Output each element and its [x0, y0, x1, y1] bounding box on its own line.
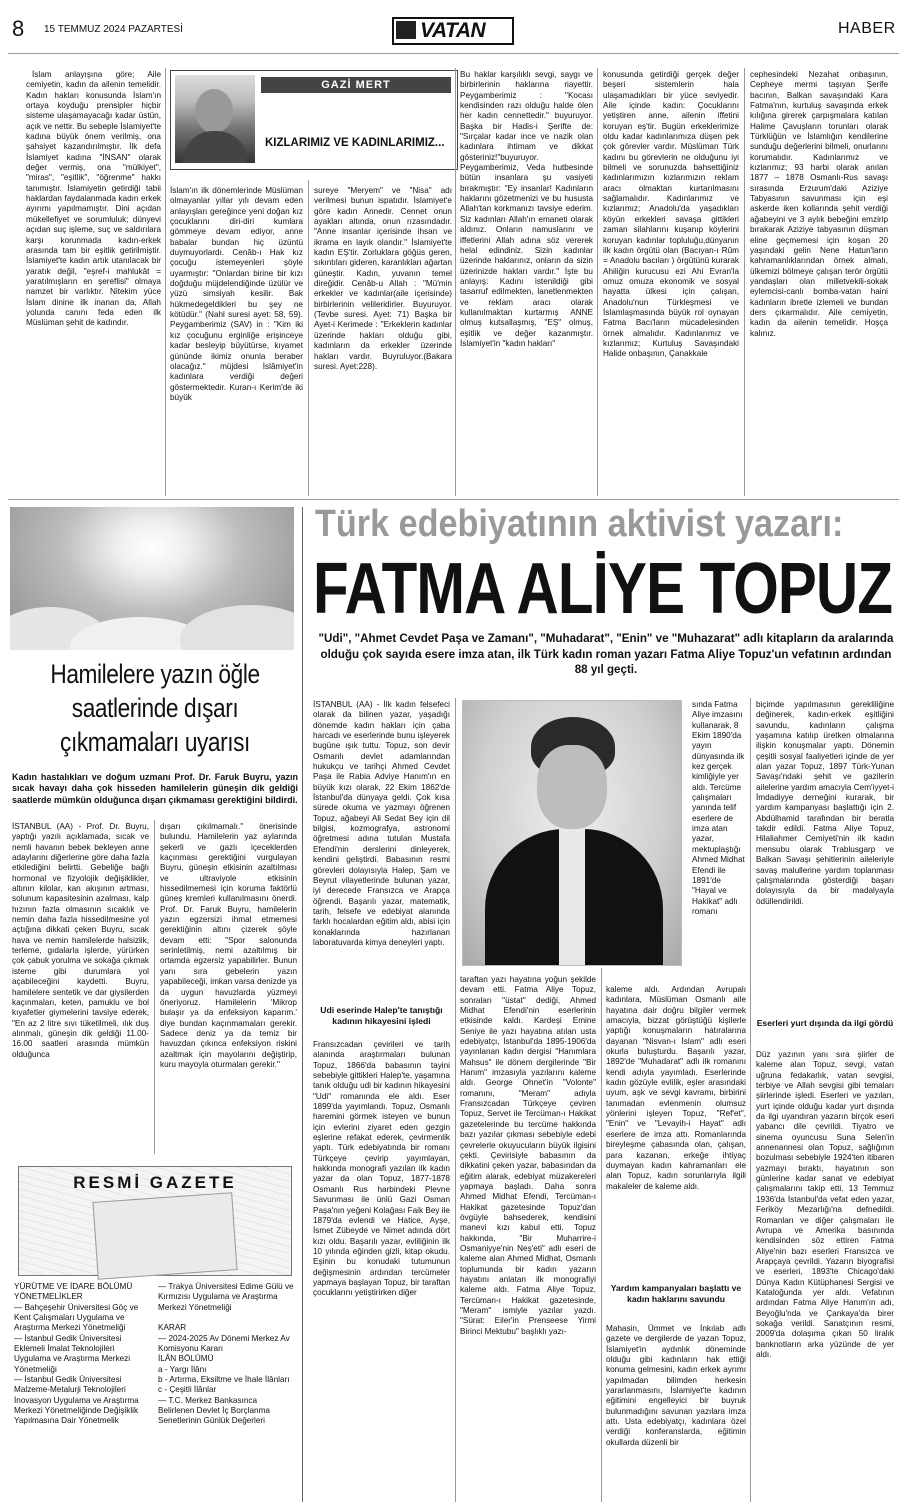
- main-col-4b: Düz yazının yanı sıra şiirler de kaleme alan Topuz, sevgi, vatan uğruna fedakarlık, vatan sevgisi, terbiye ve Allah sevgisi gibi temaları şiirlerinde işledi. Eserleri ve yazıları, yurt içinde olduğu kadar yurt dışında da ilgi uyandıran yazarın birçok eseri yabancı dile çevrildi. Tiyatro ve sinema oyuncusu Suna Selen'in annenannesi olan Topuz, sağlığının bozulması sebebiyle 1924'ten itibaren yazmayı bıraktı, hayatının son günlerine kadar sanat ve edebiyat çalışmalarını takip etti. 13 Temmuz 1936'da İstanbul'da vefat eden yazar, Feriköy Mezarlığı'na defnedildi. Romanları ve diğer çalışmaları ile Avrupa ve Amerika basınında kendisinden söz ettiren Fatma Aliye'nin bazı eserleri Fransızca ve Arapçaya çevrildi. Yazarın biyografisi ve eserleri, 1893'te Chicago'daki Dünya Kadın Kütüphanesi Sergisi ve Kataloğunda yer aldı. Vefatının ardından Fatma Aliye Hanım'ın adı, Beyoğlu'nda ve Çankaya'da birer sokağa verildi. Sanatçının resmi, 2009'da dolaşıma çıkan 50 liralık banknotların arka yüzünde de yer aldı.: [756, 1050, 894, 1359]
- issue-date: 15 TEMMUZ 2024 PAZARTESİ: [44, 24, 183, 35]
- resmi-gazete-banner: [18, 1166, 292, 1276]
- portrait-photo: [462, 700, 682, 966]
- heat-col-1: İSTANBUL (AA) - Prof. Dr. Buyru, yaptığı yazılı açıklamada, sıcak ve nemli havanın bebek bekleyen anne adaylarını diğerlerine göre daha fazla etkilediğini belirtti. Gebeliğe bağlı hormonal ve fizyolojik değişiklikler, altının kilolar, kan akışının artması, solunum kapasitesinin azalması, kalp hızının fazla olmasının sıcaklık ve nemin daha fazla hissedilmesine yol açtığına dikkati çeken Buyru, sıcak hava ve nemin hamilelerde halsizlik, terleme, gıdalarla işlerde, yürürken çok çabuk yorulma ve sokağa çıkmak isteme gibi durumlara yol açabileceğini kaydetti. Buyru, hamilelere sentetik ve dar giysilerden kaçınmaları, keten, pamuklu ve bol kıyafetler giymelerini tavsiye ederek, "En az 2 litre sıvı tüketilmeli, ılık duş alınmalı, güneşin dik geldiği 11.00-16.00 saatleri arasında mümkün olduğunca: [12, 822, 149, 1059]
- main-col-2: taraftan yazı hayatına yoğun şekilde devam etti. Fatma Aliye Topuz, sonraları "üstat" dediği, Ahmed Midhat Efendi'nin eserlerinin etkisinde kaldı. Kardeşi Emine Seniye ile yazı hayatına atılan usta edebiyatçı, İstanbul'da 1895-1906'da yayınlanan kadın dergisi "Hanımlara Mahsus" ile dönem dergilerinde "Bir Hanım" imzasıyla yazılarını kaleme aldı. George Ohnet'in "Volonte" romanını, "Meram" adıyla Fransızcadan Türkçeye çeviren Topuz, Servet ile Tercüman-ı Hakikat gazetelerinde bu tercüme hakkında bazı yazılar çıkması sebebiyle edebi çevrelerle okuyucuların büyük ilgisini çekti. Çevirisiyle babasının da dikkatini çeken yazar, babasından da eğitim alarak, edebiyat müzakereleri yapmaya başladı. Daha sonra Ahmed Midhat Efendi, Tercüman-ı Hakikat gazetesinde Topuz'dan övgüyle bahsederek, kendisini manevi kızı kabul etti. Topuz hakkında, "Bir Muharrire-i Osmaniyye'nin Neş'eti" adlı eseri de kaleme alan Ahmed Midhat, Osmanlı toplumunda bir kadın yazarın hayatını anlatan ilk monografiyi kaleme aldı. Fatma Aliye Topuz, Tercüman-ı Hakikat gazetesinde, "Meram" ismiyle yazılar yazdı. "Sürat: Eiler'in Prenseese Yirmi Birinci Mektubu" başlıklı yazı-: [460, 975, 596, 1336]
- heat-headline: Hamilelere yazın öğle saatlerinde dışarı çıkmamaları uyarısı: [50, 659, 260, 757]
- logo-text: VATAN: [420, 19, 486, 42]
- subhead-yardim: Yardım kampanyaları başlattı ve kadın haklarını savundu: [610, 1283, 742, 1304]
- column-title: KIZLARIMIZ VE KADINLARIMIZ...: [265, 137, 445, 149]
- opinion-col-2: İslam'ın ilk dönemlerinde Müslüman olmayanlar yıllar yılı devam eden anlayışları gereğince yeni doğan kız çocuklarını diri-diri kumlara gömmeye devam ediyor, anne babalar bundan hiç üzüntü duymuyorlardı. Cenâb-ı Hak kız çocuğu istemeyenleri şöyle uyarmıştır: "Onlardan birine bir kızı doğduğu müjdelendiğinde üzülür ve yüzü simsiyah kesilir. Bak hükmedegeldikleri bu şey ne kötüdür." (Nahl suresi ayet: 58, 59). Peygamberimiz (SAV) in : "Kim iki kız çocuğunu erginliğe erişinceye kadar besleyip büyütürse, kıyamet gününde ikimiz onunla beraber olacağız." müjdesi İslâmiyet'in kadınlara verdiği değeri göstermektedir. Kuran-ı Kerim'de iki büyük: [170, 186, 303, 402]
- subhead-yurt-disi: Eserleri yurt dışında da ilgi gördü: [756, 1018, 894, 1028]
- subhead-udi: Udi eserinde Halep'te tanıştığı kadının hikayesini işledi: [320, 1005, 443, 1026]
- main-headline: FATMA ALİYE TOPUZ: [313, 549, 893, 629]
- section-name: HABER: [838, 20, 896, 37]
- resmi-gazete-col-2: — Trakya Üniversitesi Edime Gülü ve Kırmızısı Uygulama ve Araştırma Merkezi Yönetmeliği KARAR — 2024-2025 Av Dönemi Merkez Av Komisyonu Kararı İLÂN BÖLÜMÜ a - Yargı İlânı b - Artırma, Eksiltme ve İhale İlânları c - Çeşitli İlânlar — T.C. Merkez Bankasınca Belirlenen Devlet İç Borçlanma Senetlerinin Günlük Değerleri: [158, 1282, 294, 1426]
- main-col-1b: Fransızcadan çevirileri ve tarih alanında araştırmaları bulunan Topuz, 1866'da babasının tayini sebebiyle gittikleri Halep'te, yaşamına tanık olduğu udi bir kadının hikayesini "Udi" romanında ele aldı. Eser 1899'da yayımlandı. Topuz, Osmanlı haremini görmek isteyen ve bunun için evlerini ziyaret eden gezgin eşlerine refakat ederek, çevirmenlik yaptı. Türk edebiyatında bir romanı Türkçeye çevirip yayımlayan, hakkında monografi yazılan ilk kadın yazar da olan Topuz, 1877-1878 Osmanlı Rus harbindeki Plevne Savunması ile ünlü Gazi Osman Paşa'nın yeğeni Kolağası Faik Bey ile 1879'da evlendi ve Hatice, Ayşe, İsmet Zübeyde ve Nimet adında dört kızı oldu. Başarılı yazar, evliliğinin ilk 10 yılında eğinden gizli, kitap okudu. Eşinin bu konudaki tutumunun değişmesinin ardından tercümeler yapmaya başlayan Topuz, bir taraftan çocuklarını yetiştirirken diğer: [313, 1040, 450, 1298]
- page-number: 8: [12, 16, 25, 41]
- author-photo: [175, 75, 255, 163]
- opinion-col-6: cephesindeki Nezahat onbaşının, Cepheye mermi taşıyan Şerife bacının, Balkan savaşındaki Kara Fatma'nın, kurtuluş savaşında erkek kılığına girerek çarpışmalara katılan Halime Çavuşların torunları olarak Türklüğün ve İslamlığın kendilerine sunduğu değerlerini bilmeli, onurlarını korumalıdır. Kadınlarımız ve kızlarımız; 93 harbi olarak anılan 1877 – 1878 Osmanlı-Rus savaşı sırasında Erzurum'daki Aziziye Tabyasının savunması için eşi askerde iken kollarında şehit verdiği ağabeyini ve 3 aylık bebeğini emzirip bırakarak Aziziye tabyasının düşman eline geçmemesi için koşan 20 yaşındaki gelin Nene Hatun'ların kahramanlıklarından örnek almalı, ülkemizi bölmeye çalışan terör örgütü yandaşları olan milletvekili-sokak eylemcisi-canlı bomba-vatan haini kadınların ibretle izlemeli ve bundan ders çıkarmalıdır. Aile cemiyetin, kadın da ailenin temelidir. Hoşça kalınız.: [750, 70, 888, 338]
- main-col-1: İSTANBUL (AA) - İlk kadın felsefeci olarak da bilinen yazar, yaşadığı dönemde kadın hakları için çaba harcadı ve eserlerinde bunu işleyerek bugüne ışık tuttu. Topuz, son devir Osmanlı devlet adamlarından hukukçu ve tarihçi Ahmed Cevdet Paşa ile Rabia Adviye Hanım'ın en büyük kızı olarak, 22 Ekim 1862'de İstanbul'da dünyaya geldi. Çok kısa sürede okuma ve yazmayı öğrenen Topuz, ağabeyi Ali Sedat Bey için dil bilgisi, kozmografya, astronomi öğretmesi adına tutulan Mustafa Efendi'nin derslerini dinleyerek, kendini geliştirdi. Babasının resmi görevleri dolayısıyla Halep, Şam ve Beyrut vilayetlerinde bulunan yazar, iyi derecede Fransızca ve Arapça öğrendi. Başarılı yazar, matematik, tarih, felsefe ve edebiyat alanında farklı hocalardan eğitim aldı, abisi için konaklarında hazırlanan laboratuvarda kimya deneyleri yaptı.: [313, 700, 450, 947]
- heat-col-2: dışarı çıkılmamalı." önerisinde bulundu. Hamilelerin yaz aylarında şekerli ve gazlı içeceklerden kaçınması gerektiğini vurgulayan Buyru, güneşin etkisinin azaltılması ve ultraviyole etkisinin hissedilmemesi için koruma faktörlü güneş kremleri kullanılmasını önerdi. Prof. Dr. Faruk Buyru, hamilelerin yazın egzersizi ihmal etmemesi gerektiğinin altını çizerek şöyle devam etti: "Spor salonunda serinletilmiş, nemi azaltılmış bir ortamda egzersiz yapabilirler. Bunun yanı sıra gebelerin yazın yapabileceği, imkan varsa denizde ya da uygun havuzlarda yüzmeyi öneriyoruz. Hamilelerin 'Mikrop bulaşır ya da enfeksiyon kaparım.' diye bundan kaçınmamaları gerekir. Sadece deniz ya da temiz bir havuzdan çıkınca enfeksiyon riskini azaltmak için mayolarını değiştirip, kuru mayoyla oturmaları gerekir.": [160, 822, 297, 1069]
- sky-photo: [10, 507, 294, 650]
- main-col-4: biçimde yapılmasının gerekliliğine değinerek, kadın-erkek eşitliğini savundu, kadınların çalışma yaşamına katılıp üretken olmalarına ilişkin konuşmalar yaptı. Dönemin çeşitli sosyal faaliyetleri içinde de yer alan yazar Topuz, 1897 Türk-Yunan Savaşı'ndaki şehit ve gazilerin ailelerine yardım amacıyla Cem'iyyet-i İmdadiyye derneğini kurarak, bir yardım kampanyası başlattığı için 2. Abdülhamid tarafından bir beratla takdir edildi. Fatma Aliye Topuz, Hilaliahmer Cemiyeti'nin ilk kadın mensubu olarak Trablusgarp ve Balkan Savaşı şehitlerinin aileleriyle savaş malullerine yardım toplanması çalışmalarında gösterdiği başarı dolayısıyla da bir madalyayla ödüllendirildi.: [756, 700, 894, 906]
- resmi-gazete-box: [10, 1164, 298, 1502]
- newspaper-logo: [392, 17, 514, 45]
- opinion-col-1: İslam anlayışına göre; Aile cemiyetin, kadın da ailenin temelidir. Kadın hakları konusunda İslam'ın ortaya koyduğu prensipler hiçbir sisteme ulaşamayacağı kadar üstün, açık ve nettir. Bu sebeple İslamiyet'te kadına büyük önem verilmiş, ona şahsiyet kazandırılmıştır. İlk defa İslamiyet kadına "İNSAN" olarak değer vermiş, ona "mülkiyet", "miras", "eşitlik", "öğrenme" hakkı tanımıştır. İslamiyetin getirdiği tabii haklardan faydalanmada kadın erkek ayırımı yapılmamıştır. Dini açıdan mükellefiyet ve sorumluluk; dünyevi açıdan suç işleme, suç ve saldırılara karşı korunmada kadın-erkek arasında tam bir eşitlik getirilmiştir. İslamiyet'te kadın artık utanılacak bir yaratık değil, "eşref-i mahlukât = yaratılmışların en şereflisi" olmaya namzet bir varlıktır. Nitekim yüce İslam dinine ilk inanan da, Allah yolunda canını feda eden ilk Müslüman şehit de kadındır.: [26, 70, 161, 328]
- logo-emblem-icon: [396, 21, 416, 39]
- author-name: GAZİ MERT: [321, 79, 391, 91]
- opinion-col-4: Bu haklar karşılıklı sevgi, saygı ve birbirlerinin haklarına riayettir. Peygamberimiz : "Kocası kendisinden razı olduğu halde ölen her kadın cennettedir." buyuruyor. Başka bir Hadis-i Şerifte de: "Sırçalar kadar ince ve nazik olan kadınlara ihtimam ve dikkat gösteriniz!"buyuruyor. Peygamberimiz, Veda hutbesinde bütün insanlara şu vasiyeti bırakmıştır: "Ey insanlar! Kadınların haklarını gözetmenizi ve bu hususta Allah'tan korkmanızı tavsiye ederim. Siz kadınları Allah'ın emaneti olarak aldınız. Onların namuslarını ve iffetlerini Allah adına söz vererek helal edindiniz. Sizin kadınlar üzerinde haklarınız, onların da sizin üzerinizde hakları vardır." İşte bu anlayış: Kadını istenildiği gibi tasarruf edilmekten, lanetlenmekten ve reklam aracı olarak kullanılmaktan kurtarmış ANNE olmuş kutsallaşmış, "EŞ" olmuş, eşitlik ve değer kazanmıştır. İslamiyet'in "kadın hakları": [460, 70, 593, 348]
- main-deck: "Udi", "Ahmet Cevdet Paşa ve Zamanı", "Muhadarat", "Enin" ve "Muhazarat" adlı kitapların da aralarında olduğu çok sayıda esere imza atan, ilk Türk kadın roman yazarı Fatma Aliye Topuz'un vefatının ardından 88 yıl geçti.: [318, 632, 894, 676]
- main-col-2-top: sında Fatma Aliye imzasını kullanarak, 8 Ekim 1890'da yayın dünyasında ilk kez gerçek kimliğiyle yer aldı. Tercüme çalışmaları yanında telif eserlere de imza atan yazar, mektuplaştığı Ahmed Midhat Efendi ile 1891'de "Hayal ve Hakikat" adlı romanı: [692, 700, 745, 916]
- main-col-3-mid: kaleme aldı. Ardından Avrupalı kadınlara, Müslüman Osmanlı aile hayatına dair doğru bilgiler vermek amacıyla, bizzat görüştüğü kişilerle yaptığı konuşmaların hatıralarına dayanan "Nisvan-ı İslam" adlı eseri okurla buluşturdu. Başarılı yazar, 1892'de "Muhadarat" adlı ilk romanını kendi adıyla yayımladı. Eserlerinde kadın gözüyle evlilik, eşler arasındaki uyum, aşk ve sevgi kavramı, birbirini tanımadan evlenmenin olumsuz yönlerini işleyen Topuz, "Ref'et", "Enin" ve "Levayih-i Hayat" adlı eserlere de imza attı. Romanlarında bireyleşme çabasında olan, çalışan, para kazanan, erkeğe ihtiyaç duymayan kadın kahramanları ele alan Topuz, kadın sorunlarıyla ilgili makaleler de kaleme aldı.: [606, 985, 746, 1191]
- main-col-3b: Mahasin, Ümmet ve İnkılab adlı gazete ve dergilerde de yazan Topuz, İslamiyet'in aydınlık döneminde olduğu gibi kadınların hak ettiği konuma gelmesini, kadın erkek ayrımı yapılmadan bilimden herkesin yararlanmasını, İslamiyet'te kadının eğitimini engelleyici bir buyruk bulunmadığını savunan yazılara imza attı. Usta edebiyatçı, kadınlara özel verdiği konferanslarda, eğitimin okullarda düzenli bir: [606, 1324, 746, 1447]
- heat-lead: Kadın hastalıkları ve doğum uzmanı Prof. Dr. Faruk Buyru, yazın sıcak havayı daha çok hisseden hamilelerin güneşin dik geldiği saatlerde mümkün olduğunca dışarı çıkmaması gerektiğini bildirdi.: [12, 772, 298, 805]
- author-box: [170, 70, 458, 170]
- main-kicker: Türk edebiyatının aktivist yazarı:: [315, 503, 844, 545]
- resmi-gazete-title: RESMİ GAZETE: [73, 1173, 237, 1192]
- opinion-col-5: konusunda getirdiği gerçek değer beşeri sistemlerin hala ulaşamadıkları bir yüce seviyedir. Aile içinde kadın: Çocuklarını yetiştiren anne, ailenin iffetini koruyan eş'tir. Bugün erkeklerimize oldu kadar kadınlarımıza düşen pek çok görevler vardır. Müslüman Türk kadını bu görevlerin ne olduğunu iyi bilmeli ve sorunuzda bahsettiğiniz kadınlarımızın kızlarımızın reklam aracı olmaktan kurtarılmasını sağlamalıdır. Kadınlarımız ve kızlarımız; Anadolu'da yaşadıkları köyün erkekleri savaşa gittikleri zaman silahlarını kuşanıp köylerini koruyan kadınlar topluluğu,dünyanın ilk kadın örgütü olan (Bacıyan-ı Rûm = Anadolu bacıları ) örgütünü kurarak Ahiliğin kurucusu ezi Ahi Evran'la omuz omuza ekonomik ve sosyal hayatta ülkesi için çalışan, Anadolu'nun Türkleşmesi ve İslamlaşmasında büyük rol oynayan Fatma Bacı'ların mücadelesinden örnek almalıdır. Kadınlarımız ve kızlarımız; Kurtuluş Savaşındaki Halide onbaşının, Çanakkale: [603, 70, 739, 359]
- newspaper-clipping-icon: [92, 1192, 237, 1280]
- page-header: [0, 0, 907, 60]
- resmi-gazete-col-1: YÜRÜTME VE İDARE BÖLÜMÜ YÖNETMELİKLER — Bahçeşehir Üniversitesi Göç ve Kent Çalışmaları Uygulama ve Araştırma Merkezi Yönetmeliği — İstanbul Gedik Üniversitesi Eklemeli İmalat Teknolojileri Uygulama ve Araştırma Merkezi Yönetmeliği — İstanbul Gedik Üniversitesi Malzeme-Metalurji Teknolojileri İnovasyon Uygulama ve Araştırma Merkezi Yönetmeliğinde Değişiklik Yapılmasına Dair Yönetmelik: [14, 1282, 139, 1426]
- author-name-bar: [261, 77, 451, 93]
- opinion-col-3: sureye "Meryem" ve "Nisa" adı verilmesi bunun ispatıdır. İslamiyet'e göre kadın Annedir. Cennet onun ayakları altında, onun rızasındadır. "Anne insanlar içerisinde ihsan ve ikrama en layık olandır." İslamiyet'te kadın EŞ'tir. Zorluklara göğüs geren, sıkıntıları gideren, karanlıkları ağartan güneştir. Kadın, yuvanın temel direğidir. Cenâb-u Allah : "Mü'min erkekler ve kadınlar(aile içerisinde) birbirlerinin velileridirler. Buyuruyor. (Tevbe suresi. Ayet: 71) Başka bir Ayet-i Kerimede : "Erkeklerin kadınlar üzerinde hakları olduğu gibi, kadınların da erkekler üzerinde hakları vardır. Buyruluyor.(Bakara suresi. Ayet:228).: [314, 186, 452, 371]
